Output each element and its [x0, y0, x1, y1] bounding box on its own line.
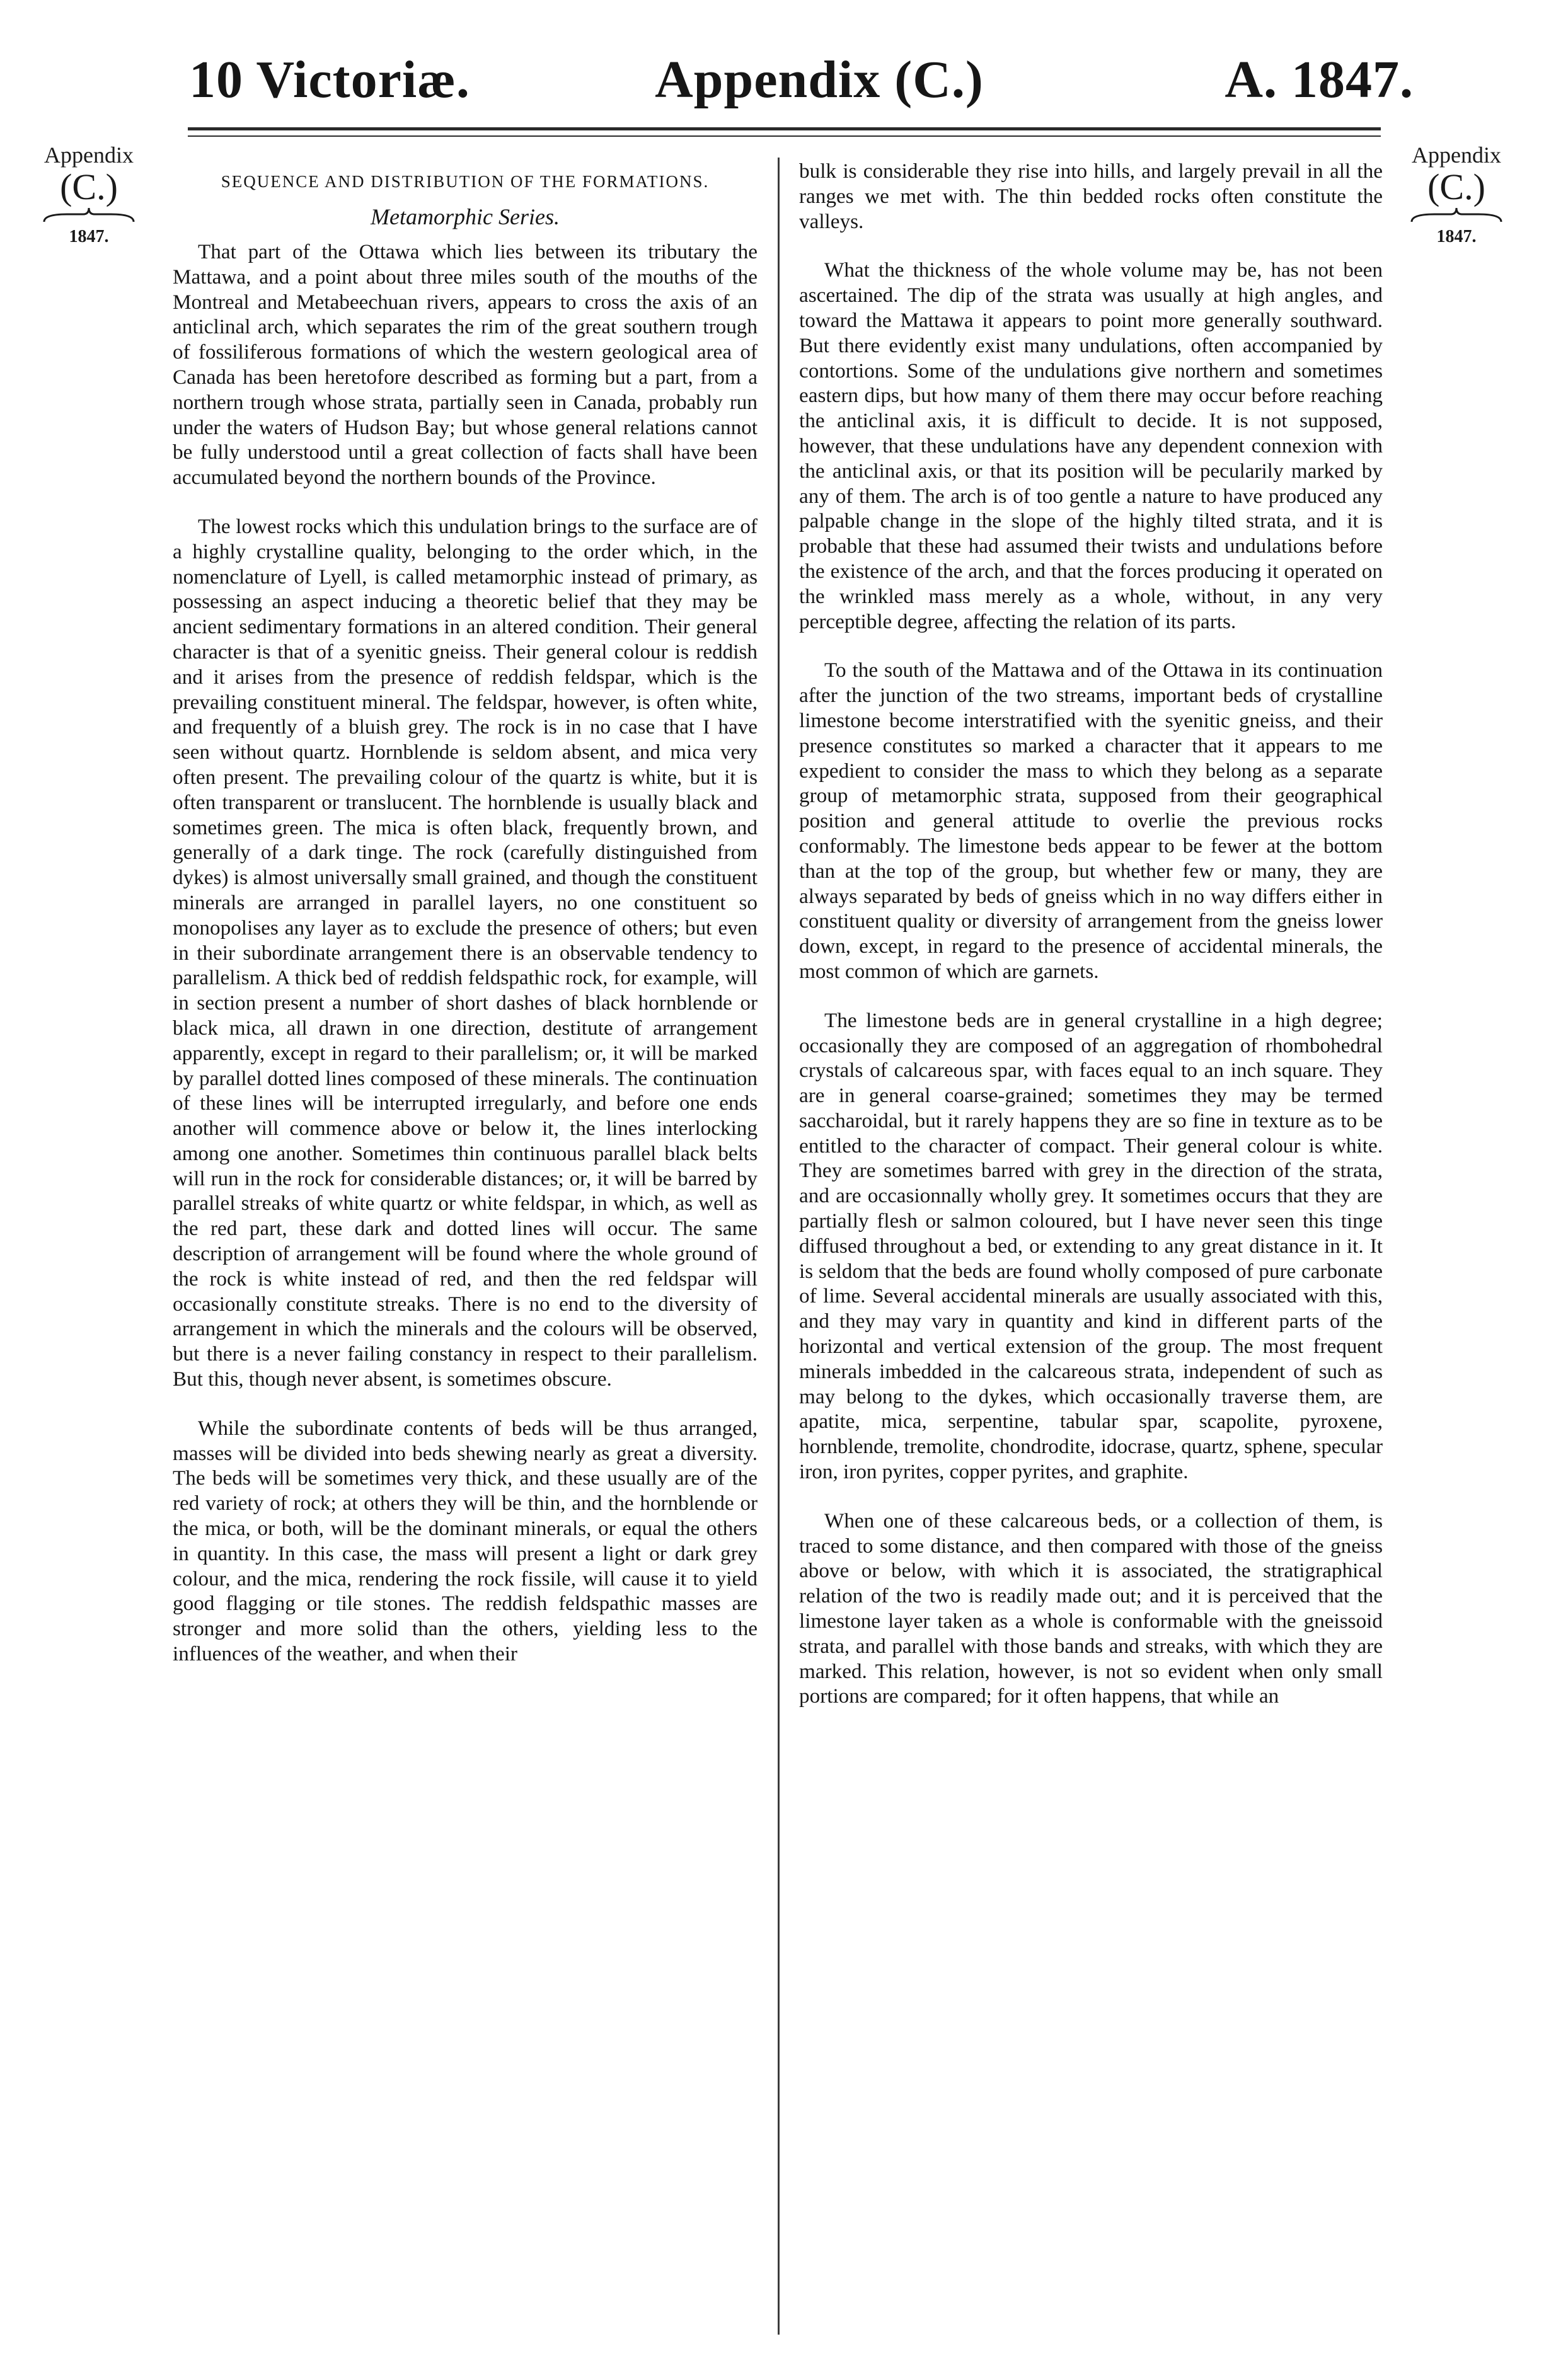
- margin-year: 1847.: [1436, 227, 1477, 246]
- header-year: A. 1847.: [1225, 50, 1414, 109]
- header-session: 10 Victoriæ.: [189, 50, 470, 109]
- margin-label: Appendix: [1412, 142, 1501, 168]
- paragraph: That part of the Ottawa which lies between its tributary the Mattawa, and a point about three miles south of the mouths of the Montreal and Metabeechuan rivers, appears to cross the axis of an anticlinal arch, which separates the rim of the great southern trough of fossiliferous formations of which the western geological area of Canada has been heretofore described as forming but a part, from a northern trough whose strata, partially seen in Canada, probably run under the waters of Hudson Bay; but whose general relations cannot be fully understood until a great collection of facts shall have been accumulated beyond the northern bounds of the Province.: [173, 240, 758, 490]
- paragraph: When one of these calcareous beds, or a collection of them, is traced to some distance, and then compared with those of the gneiss above or below, with which it is associated, the stratigraphical relation of the two is readily made out; and it is perceived that the limestone layer taken as a whole is conformable with the gneissoid strata, and parallel with those bands and streaks, with which they are marked. This relation, however, is not so evident when only small portions are compared; for it often happens, that while an: [799, 1509, 1383, 1708]
- header-appendix: Appendix (C.): [655, 50, 984, 109]
- subsection-heading: Metamorphic Series.: [371, 204, 560, 229]
- brace-icon: [1409, 205, 1504, 224]
- margin-year: 1847.: [69, 227, 109, 246]
- brace-icon: [42, 205, 136, 224]
- margin-note-left: [29, 141, 149, 250]
- paragraph: What the thickness of the whole volume may be, has not been ascertained. The dip of the strata was usually at high angles, and toward the Mattawa it appears to point more generally southward. But there evidently exist many undulations, often accompanied by contortions. Some of the undulations give northern and sometimes eastern dips, but how many of them there may occur before reaching the anticlinal axis, it is difficult to decide. It is not supposed, however, that these undulations have any dependent connexion with the anticlinal axis, or that its position will be pecularily marked by any of them. The arch is of too gentle a nature to have produced any palpable change in the slope of the highly tilted strata, and it is probable that these had assumed their twists and undulations before the existence of the arch, and that the forces producing it operated on the wrinkled mass merely as a whole, without, in any very perceptible degree, affecting the relation of its parts.: [799, 258, 1383, 633]
- margin-note-right: [1397, 141, 1516, 250]
- column-divider: [778, 158, 780, 2335]
- header-rule-thick: [188, 127, 1381, 130]
- header-rule-thin: [188, 135, 1381, 137]
- right-column: [799, 159, 1383, 2339]
- section-heading: SEQUENCE AND DISTRIBUTION OF THE FORMATIONS.: [221, 172, 710, 191]
- left-column: [173, 159, 758, 2339]
- running-header: [0, 45, 1556, 115]
- paragraph: The limestone beds are in general crystalline in a high degree; occasionally they are composed of an aggregation of rhombohedral crystals of calcareous spar, with faces equal to an inch square. They are in general coarse-grained; sometimes they may be termed saccharoidal, but it rarely happens they are so fine in texture as to be entitled to the character of compact. Their general colour is white. They are sometimes barred with grey in the direction of the strata, and are occasionnally wholly grey. It sometimes occurs that they are partially flesh or salmon coloured, but I have never seen this tinge diffused throughout a bed, or extending to any great distance in it. It is seldom that the beds are found wholly composed of pure carbonate of lime. Several accidental minerals are usually associated with this, and they may vary in quantity and kind in different parts of the horizontal and vertical extension of the group. The most frequent minerals imbedded in the calcareous strata, independent of such as may belong to the dykes, which occasionally traverse them, are apatite, mica, serpentine, tabular spar, scapolite, pyroxene, hornblende, tremolite, chondrodite, idocrase, quartz, sphene, specular iron, iron pyrites, copper pyrites, and graphite.: [799, 1008, 1383, 1484]
- paragraph: To the south of the Mattawa and of the Ottawa in its continuation after the junction of the two streams, important beds of crystalline limestone become interstratified with the syenitic gneiss, and their presence constitutes so marked a character that it appears to me expedient to consider the mass to which they belong as a separate group of metamorphic strata, supposed from their geographical position and general attitude to overlie the previous rocks conformably. The limestone beds appear to be fewer at the bottom than at the top of the group, but whether few or many, they are always separated by beds of gneiss which in no way differs either in constituent quality or diversity of arrangement from the gneiss lower down, except, in regard to the presence of accidental minerals, the most common of which are garnets.: [799, 658, 1383, 983]
- margin-label: Appendix: [44, 142, 134, 168]
- paragraph: The lowest rocks which this undulation brings to the surface are of a highly crystalline quality, belonging to the order which, in the nomenclature of Lyell, is called metamorphic instead of primary, as possessing an aspect inducing a theoretic belief that they may be ancient sedimentary formations in an altered condition. Their general character is that of a syenitic gneiss. Their general colour is reddish and it arises from the presence of reddish feldspar, which is the prevailing constituent mineral. The feldspar, however, is often white, and frequently of a bluish grey. The rock is in no case that I have seen without quartz. Hornblende is seldom absent, and mica very often present. The prevailing colour of the quartz is white, but it is often transparent or translucent. The hornblende is usually black and sometimes green. The mica is often black, frequently brown, and generally of a dark tinge. The rock (carefully distinguished from dykes) is almost universally small grained, and though the constituent minerals are arranged in parallel layers, no one constituent so monopolises any layer as to exclude the presence of others; but even in their subordinate arrangement there is an observable tendency to parallelism. A thick bed of reddish feldspathic rock, for example, will in section present a number of short dashes of black hornblende or black mica, all drawn in one direction, destitute of arrangement apparently, except in regard to their parallelism; or, it will be marked by parallel dotted lines composed of these minerals. The continuation of these lines will be interrupted irregularly, and before one ends another will commence above or below it, the lines interlocking among one another. Sometimes thin continuous parallel black belts will run in the rock for considerable distances; or, it will be barred by parallel streaks of white quartz or white feldspar, in which, as well as the red part, these dark and dotted lines will occur. The same description of arrangement will be found where the whole ground of the rock is white instead of red, and then the red feldspar will occasionally constitute streaks. There is no end to the diversity of arrangement in which the minerals and the colours will be observed, but there is a never failing constancy in respect to their parallelism. But this, though never absent, is sometimes obscure.: [173, 514, 758, 1391]
- paragraph-continued: bulk is considerable they rise into hills, and largely prevail in all the ranges we met with. The thin bedded rocks often constitute the valleys.: [799, 159, 1383, 233]
- margin-appendix-letter: (C.): [1427, 166, 1485, 207]
- margin-appendix-letter: (C.): [60, 166, 118, 207]
- paragraph: While the subordinate contents of beds will be thus arranged, masses will be divided into beds shewing nearly as great a diversity. The beds will be sometimes very thick, and these usually are of the red variety of rock; at others they will be thin, and the hornblende or the mica, or both, will be the dominant minerals, or equal the others in quantity. In this case, the mass will present a light or dark grey colour, and the mica, rendering the rock fissile, will cause it to yield good flagging or tile stones. The reddish feldspathic masses are stronger and more solid than the others, yielding less to the influences of the weather, and when their: [173, 1416, 758, 1666]
